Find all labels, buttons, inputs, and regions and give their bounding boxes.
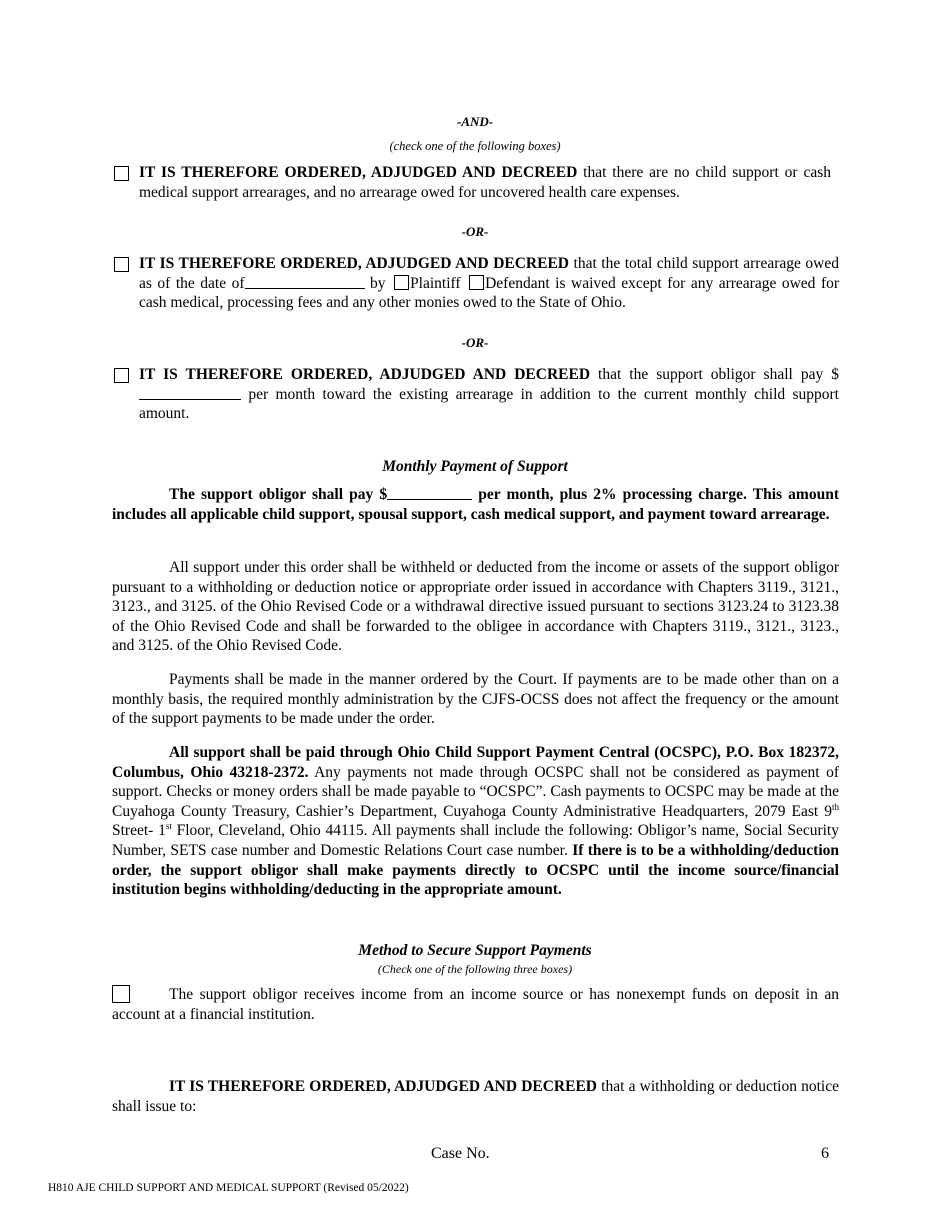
option-text: per month toward the existing arrearage in addition to the current monthly child support amount. <box>139 385 839 423</box>
order-lead: IT IS THEREFORE ORDERED, ADJUDGED AND DECREED <box>139 164 578 181</box>
ocspc-paragraph <box>112 743 839 900</box>
option-text: is waived except for any arrearage owed for cash medical, processing fees and any other monies owed to the State of Ohio. <box>139 274 840 312</box>
plaintiff-label: Plaintiff <box>410 274 461 292</box>
arrearage-payment-checkbox[interactable] <box>114 368 129 383</box>
or-divider: -OR- <box>461 224 489 239</box>
order-lead: IT IS THEREFORE ORDERED, ADJUDGED AND DECREED <box>139 366 591 383</box>
option-text: by <box>364 274 392 292</box>
income-source-option: The support obligor receives income from an income source or has nonexempt funds on deposit in an account at a financial institution. <box>112 986 839 1023</box>
monthly-text: per month, plus 2% processing charge. This amount includes all applicable child support, spousal support, cash medical support, and payment toward arrearage. <box>112 486 839 523</box>
monthly-amount-blank[interactable] <box>387 485 472 500</box>
no-arrearage-option <box>139 163 831 202</box>
date-blank[interactable] <box>245 274 365 289</box>
monthly-text: The support obligor shall pay $ <box>169 486 388 503</box>
superscript: th <box>831 801 839 812</box>
ocspc-text: Any payments not made through OCSPC shall not be considered as payment of support. Checks or money orders shall be made payable to “OCSPC”. Cash payments to OCSPC may be made at the Cuyahoga County Treasury, Cashier’s Department, Cuyahoga County Administrative Headquarters, 2079 East 9 <box>112 763 839 820</box>
arrearage-payment-option <box>139 365 839 424</box>
page-number: 6 <box>821 1145 829 1162</box>
defendant-label: Defendant <box>485 274 550 292</box>
ocspc-withholding-notice: If there is to be a withholding/deduction order, the support obligor shall make payments directly to OCSPC until the income source/financial institution begins withholding/deducting in the appropriate amount. <box>112 841 839 899</box>
ocspc-text: Street- 1 <box>112 822 166 840</box>
method-heading: Method to Secure Support Payments <box>358 942 592 959</box>
method-instruction: (Check one of the following three boxes) <box>377 962 573 976</box>
check-one-instruction: (check one of the following boxes) <box>389 139 561 153</box>
arrearage-amount-blank[interactable] <box>139 385 241 400</box>
case-no-label: Case No. <box>431 1145 490 1162</box>
order-lead: IT IS THEREFORE ORDERED, ADJUDGED AND DECREED <box>169 1078 597 1095</box>
waived-arrearage-checkbox[interactable] <box>114 257 129 272</box>
option-text: that the total child support arrearage owed as of the date of <box>139 255 839 292</box>
final-order-text: that a withholding or deduction notice shall issue to: <box>112 1078 839 1115</box>
monthly-payment-heading: Monthly Payment of Support <box>382 458 568 475</box>
no-arrearage-checkbox[interactable] <box>114 166 129 181</box>
payments-paragraph: Payments shall be made in the manner ordered by the Court. If payments are to be made other than on a monthly basis, the required monthly administration by the CJFS-OCSS does not affect the frequency or the amount of the support payments to be made under the order. <box>112 671 839 728</box>
option-text: that there are no child support or cash medical support arrearages, and no arrearage owed for uncovered health care expenses. <box>139 164 831 201</box>
waived-arrearage-option <box>139 254 839 313</box>
monthly-payment-paragraph <box>112 485 839 524</box>
and-divider: -AND- <box>456 114 494 129</box>
ocspc-address: All support shall be paid through Ohio Child Support Payment Central (OCSPC), P.O. Box 182372, Columbus, Ohio 43218-2372. <box>112 744 839 781</box>
ocspc-text: Floor, Cleveland, Ohio 44115. All payments shall include the following: Obligor’s name, Social Security Number, SETS case number and Domestic Relations Court case number. <box>112 822 839 859</box>
or-divider: -OR- <box>461 335 489 350</box>
defendant-checkbox[interactable] <box>469 275 484 290</box>
form-footer: H810 AJE CHILD SUPPORT AND MEDICAL SUPPORT (Revised 05/2022) <box>48 1182 409 1194</box>
order-lead: IT IS THEREFORE ORDERED, ADJUDGED AND DECREED <box>139 255 569 272</box>
option-text: that the support obligor shall pay $ <box>590 366 839 383</box>
plaintiff-checkbox[interactable] <box>394 275 409 290</box>
final-order-paragraph <box>112 1077 839 1116</box>
withholding-paragraph: All support under this order shall be withheld or deducted from the income or assets of the support obligor pursuant to a withholding or deduction notice or appropriate order issued in accordance with Chapters 3119., 3121., 3123., and 3125. of the Ohio Revised Code or a withdrawal directive issued pursuant to sections 3123.24 to 3123.38 of the Ohio Revised Code and shall be forwarded to the obligee in accordance with Chapters 3119., 3121., 3123., and 3125. of the Ohio Revised Code. <box>112 559 839 655</box>
superscript: st <box>165 821 172 832</box>
